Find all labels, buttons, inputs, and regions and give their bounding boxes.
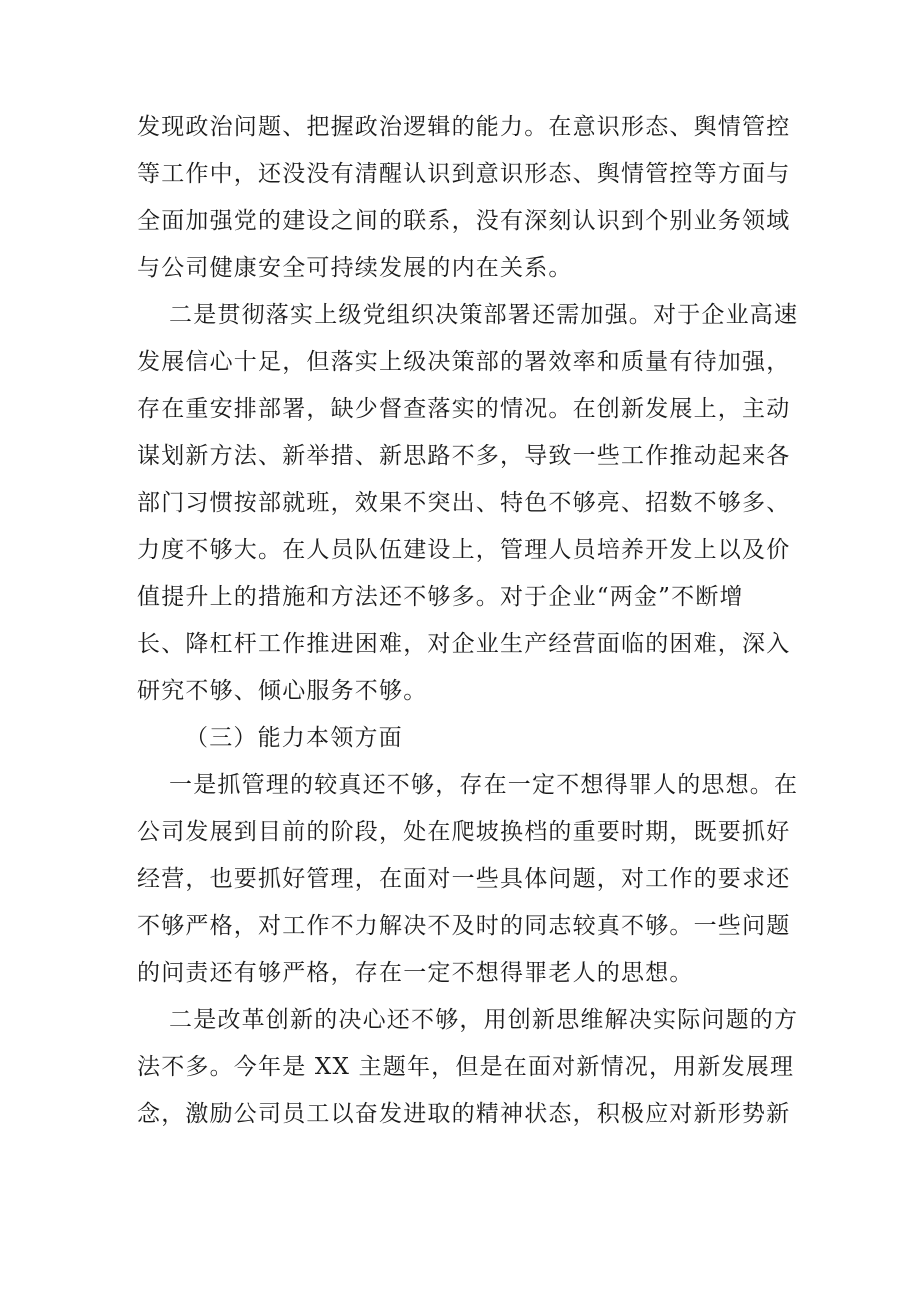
text-line: 二是改革创新的决心还不够，用创新思维解决实际问题的方 (169, 1007, 799, 1033)
paragraph-reform (137, 997, 799, 1138)
text-line: 等工作中，还没没有清醒认识到意识形态、舆情管控等方面与 (137, 161, 791, 187)
text-line: 法不多。今年是 XX 主题年，但是在面对新情况，用新发展理 (137, 1054, 795, 1080)
text-line: 公司发展到目前的阶段，处在爬坡换档的重要时期，既要抓好 (137, 819, 791, 845)
text-line: 念，激励公司员工以奋发进取的精神状态，积极应对新形势新 (137, 1101, 791, 1127)
text-line: 经营，也要抓好管理，在面对一些具体问题，对工作的要求还 (137, 866, 791, 892)
section-heading (137, 715, 777, 762)
text-line: 发现政治问题、把握政治逻辑的能力。在意识形态、舆情管控 (137, 114, 791, 140)
paragraph-political-ability (137, 104, 791, 292)
paragraph-management (137, 762, 799, 997)
section-heading-text: （三）能力本领方面 (185, 725, 403, 751)
text-line: 值提升上的措施和方法还不够多。对于企业“两金”不断增 (137, 584, 744, 610)
text-line: 与公司健康安全可持续发展的内在关系。 (137, 255, 573, 281)
text-line: 不够严格，对工作不力解决不及时的同志较真不够。一些问题 (137, 913, 791, 939)
text-line: 全面加强党的建设之间的联系，没有深刻认识到个别业务领域 (137, 208, 791, 234)
text-line: 二是贯彻落实上级党组织决策部署还需加强。对于企业高速 (169, 302, 799, 328)
text-line: 研究不够、倾心服务不够。 (137, 678, 428, 704)
text-line: 谋划新方法、新举措、新思路不多，导致一些工作推动起来各 (137, 443, 791, 469)
text-line: 部门习惯按部就班，效果不突出、特色不够亮、招数不够多、 (137, 490, 791, 516)
paragraph-implementation (137, 292, 799, 715)
document-body (137, 104, 799, 1138)
text-line: 长、降杠杆工作推进困难，对企业生产经营面临的困难，深入 (137, 631, 791, 657)
text-line: 的问责还有够严格，存在一定不想得罪老人的思想。 (137, 960, 694, 986)
text-line: 发展信心十足，但落实上级决策部的署效率和质量有待加强， (137, 349, 791, 375)
text-line: 存在重安排部署，缺少督查落实的情况。在创新发展上，主动 (137, 396, 791, 422)
text-line: 一是抓管理的较真还不够，存在一定不想得罪人的思想。在 (169, 772, 799, 798)
text-line: 力度不够大。在人员队伍建设上，管理人员培养开发上以及价 (137, 537, 791, 563)
